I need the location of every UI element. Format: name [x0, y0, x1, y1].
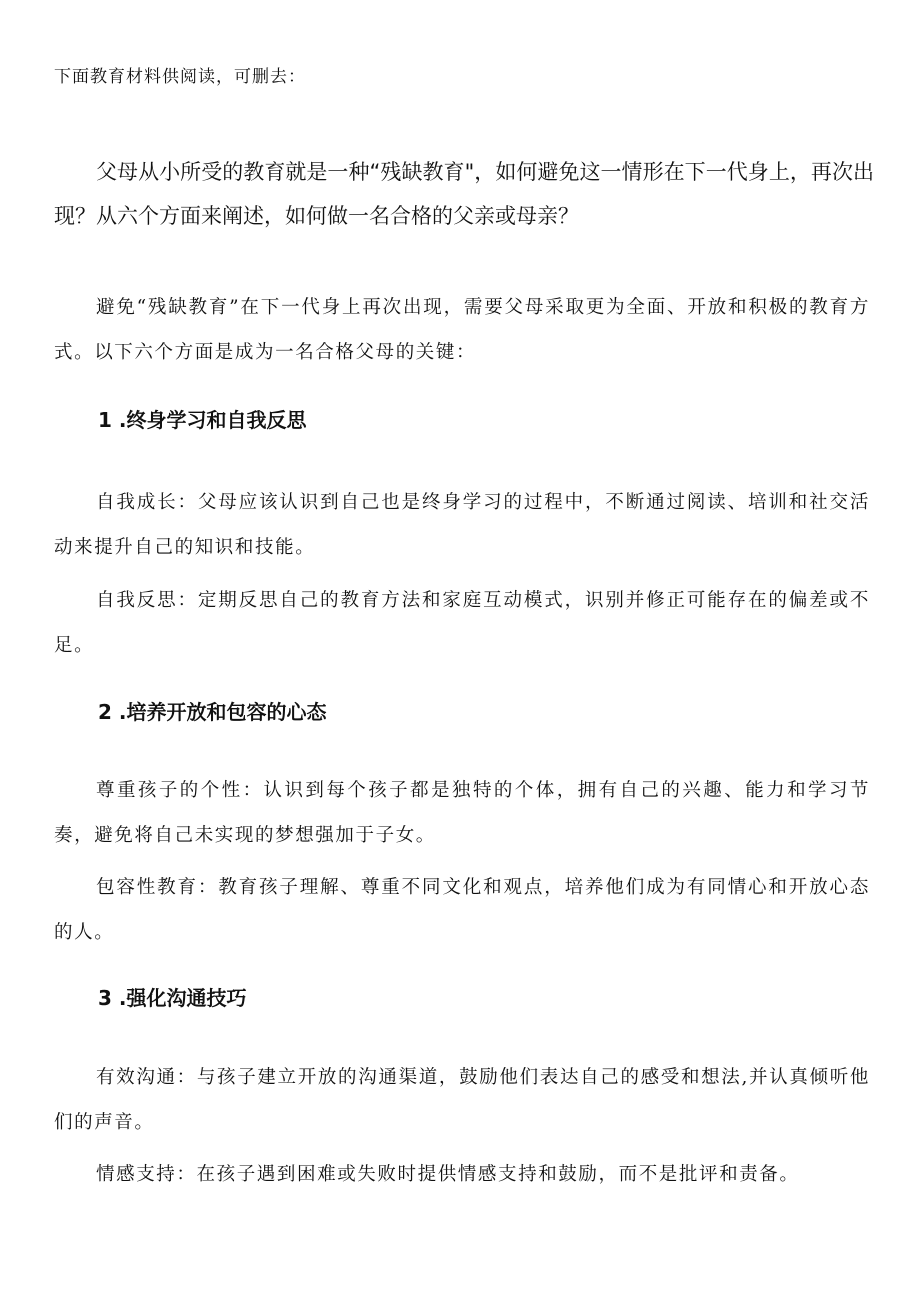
deletable-note: 下面教育材料供阅读，可删去： — [54, 67, 306, 87]
section-3-paragraph-1: 有效沟通：与孩子建立开放的沟通渠道，鼓励他们表达自己的感受和想法,并认真倾听他们的声音。 — [54, 1067, 870, 1133]
intro-paragraph: 避免“残缺教育”在下一代身上再次出现，需要父母采取更为全面、开放和积极的教育方式。以下六个方面是成为一名合格父母的关键： — [54, 297, 870, 363]
section-2-paragraph-2: 包容性教育：教育孩子理解、尊重不同文化和观点，培养他们成为有同情心和开放心态的人。 — [54, 877, 870, 943]
section-1-paragraph-1: 自我成长：父母应该认识到自己也是终身学习的过程中，不断通过阅读、培训和社交活动来提升自己的知识和技能。 — [54, 492, 870, 558]
section-3-heading: 3 .强化沟通技巧 — [98, 986, 247, 1010]
section-2-paragraph-1: 尊重孩子的个性：认识到每个孩子都是独特的个体，拥有自己的兴趣、能力和学习节奏，避免将自己未实现的梦想强加于子女。 — [54, 780, 870, 846]
section-2-heading: 2 .培养开放和包容的心态 — [98, 700, 327, 724]
section-1-heading: 1 .终身学习和自我反思 — [98, 408, 307, 432]
section-1-paragraph-2: 自我反思：定期反思自己的教育方法和家庭互动模式，识别并修正可能存在的偏差或不足。 — [54, 590, 870, 656]
question-title: 父母从小所受的教育就是一种“残缺教育"，如何避免这一情形在下一代身上，再次出现？从六个方面来阐述，如何做一名合格的父亲或母亲？ — [54, 160, 874, 228]
section-3-paragraph-2: 情感支持：在孩子遇到困难或失败时提供情感支持和鼓励，而不是批评和责备。 — [96, 1164, 800, 1185]
